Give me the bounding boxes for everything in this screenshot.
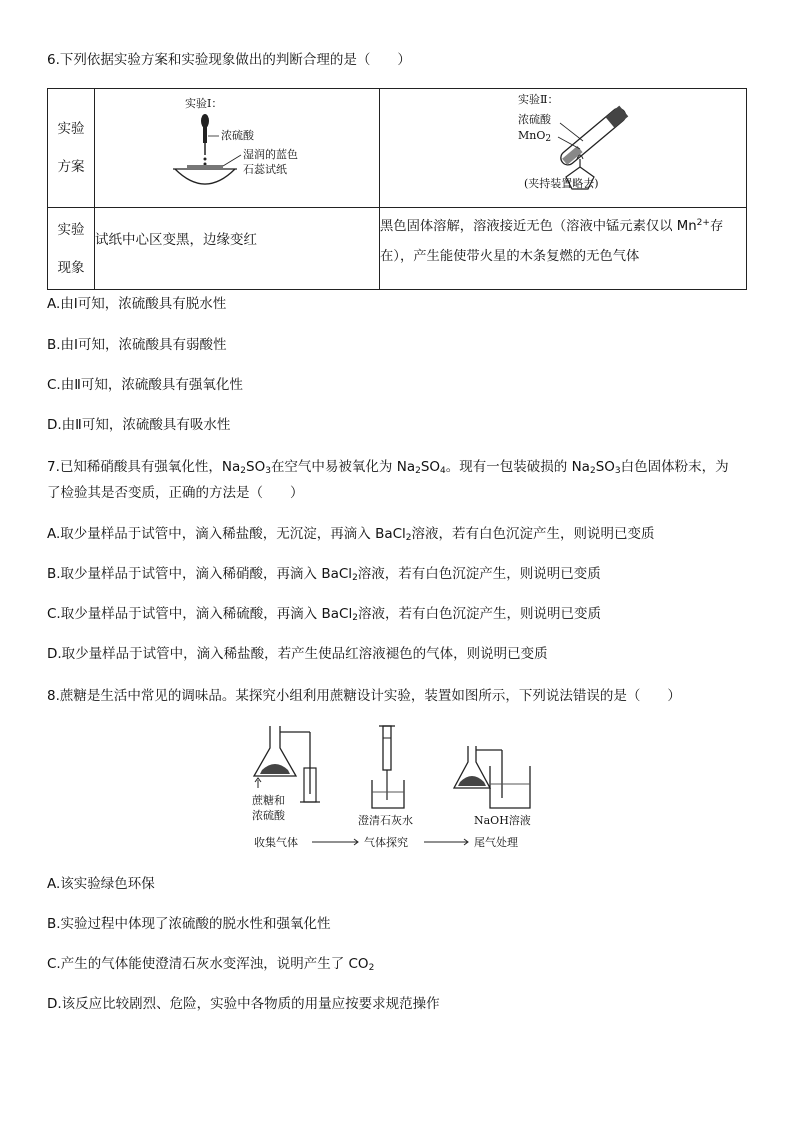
q7-stem-line-1: 7.已知稀硝酸具有强氧化性，$Na_2SO_3$在空气中易被氧化为 $Na_2SO_4$。现有一包装破损的 $Na_2SO_3$白色固体粉末，为 [47, 459, 729, 476]
exp1-label: 实验Ⅰ： [185, 97, 223, 110]
q6-option-d: D.由Ⅱ可知，浓硫酸具有吸水性 [47, 417, 231, 433]
step-collect: 收集气体 [254, 836, 298, 849]
q8-option-c: C.产生的气体能使澄清石灰水变浑浊，说明产生了 $CO_2$ [47, 956, 375, 973]
q8-stem: 8.蔗糖是生活中常见的调味品。某探究小组利用蔗糖设计实验，装置如图所示，下列说法错误的是（ ） [47, 688, 681, 704]
q7-option-b: B.取少量样品于试管中，滴入稀硝酸，再滴入 BaCl$_2$溶液，若有白色沉淀产生，则说明已变质 [47, 566, 601, 583]
q7-option-a: A.取少量样品于试管中，滴入稀盐酸，无沉淀，再滴入 BaCl$_2$溶液，若有白色沉淀产生，则说明已变质 [47, 526, 655, 543]
step-tail-gas: 尾气处理 [474, 836, 518, 849]
exp1-reagent-label: 浓硫酸 [221, 129, 254, 142]
q7-stem-line-2: 了检验其是否变质，正确的方法是（ ） [47, 485, 304, 501]
exp1-paper-label-1: 湿润的蓝色 [243, 148, 298, 161]
row-header-plan: 实验 方案 [48, 89, 95, 208]
exp2-label: 实验Ⅱ： [518, 93, 559, 106]
row-header-observation: 实验 现象 [48, 208, 95, 290]
exp2-diagram [380, 89, 746, 207]
obs2-cell [380, 208, 747, 290]
exp2-cell [380, 89, 747, 208]
label-sugar-1: 蔗糖和 [252, 794, 285, 807]
label-naoh: NaOH溶液 [474, 814, 531, 827]
q8-apparatus-drawing [240, 718, 560, 850]
q6-option-a: A.由Ⅰ可知，浓硫酸具有脱水性 [47, 296, 227, 312]
exp1-cell [95, 89, 380, 208]
exp2-note: (夹持装置略去) [524, 177, 599, 190]
q6-experiment-table [47, 88, 747, 290]
exp1-apparatus-figure [95, 89, 379, 207]
q6-option-b: B.由Ⅰ可知，浓硫酸具有弱酸性 [47, 337, 227, 353]
exp1-diagram [95, 89, 379, 207]
obs2-line-2: 在），产生能使带火星的木条复燃的无色气体 [380, 249, 640, 264]
exp1-paper-label-2: 石蕊试纸 [243, 163, 287, 176]
q7-option-d: D.取少量样品于试管中，滴入稀盐酸，若产生使品红溶液褪色的气体，则说明已变质 [47, 646, 548, 662]
step-explore: 气体探究 [364, 836, 408, 849]
q8-option-d: D.该反应比较剧烈、危险，实验中各物质的用量应按要求规范操作 [47, 996, 440, 1012]
exp2-solid-label: MnO$_2$ [518, 129, 552, 144]
q8-option-a: A.该实验绿色环保 [47, 876, 155, 892]
obs1-cell: 试纸中心区变黑，边缘变红 [95, 208, 380, 290]
q8-option-b: B.实验过程中体现了浓硫酸的脱水性和强氧化性 [47, 916, 331, 932]
q8-apparatus-figure [240, 718, 560, 850]
label-lime-water: 澄清石灰水 [358, 814, 413, 827]
q7-option-c: C.取少量样品于试管中，滴入稀硫酸，再滴入 BaCl$_2$溶液，若有白色沉淀产生，则说明已变质 [47, 606, 601, 623]
label-sugar-2: 浓硫酸 [252, 809, 285, 822]
q6-option-c: C.由Ⅱ可知，浓硫酸具有强氧化性 [47, 377, 243, 393]
exp2-reagent-label: 浓硫酸 [518, 113, 551, 126]
q6-stem: 6.下列依据实验方案和实验现象做出的判断合理的是（ ） [47, 52, 411, 68]
obs2-line-1: 黑色固体溶解，溶液接近无色（溶液中锰元素仅以 $Mn^{2+}$存 [380, 218, 724, 234]
